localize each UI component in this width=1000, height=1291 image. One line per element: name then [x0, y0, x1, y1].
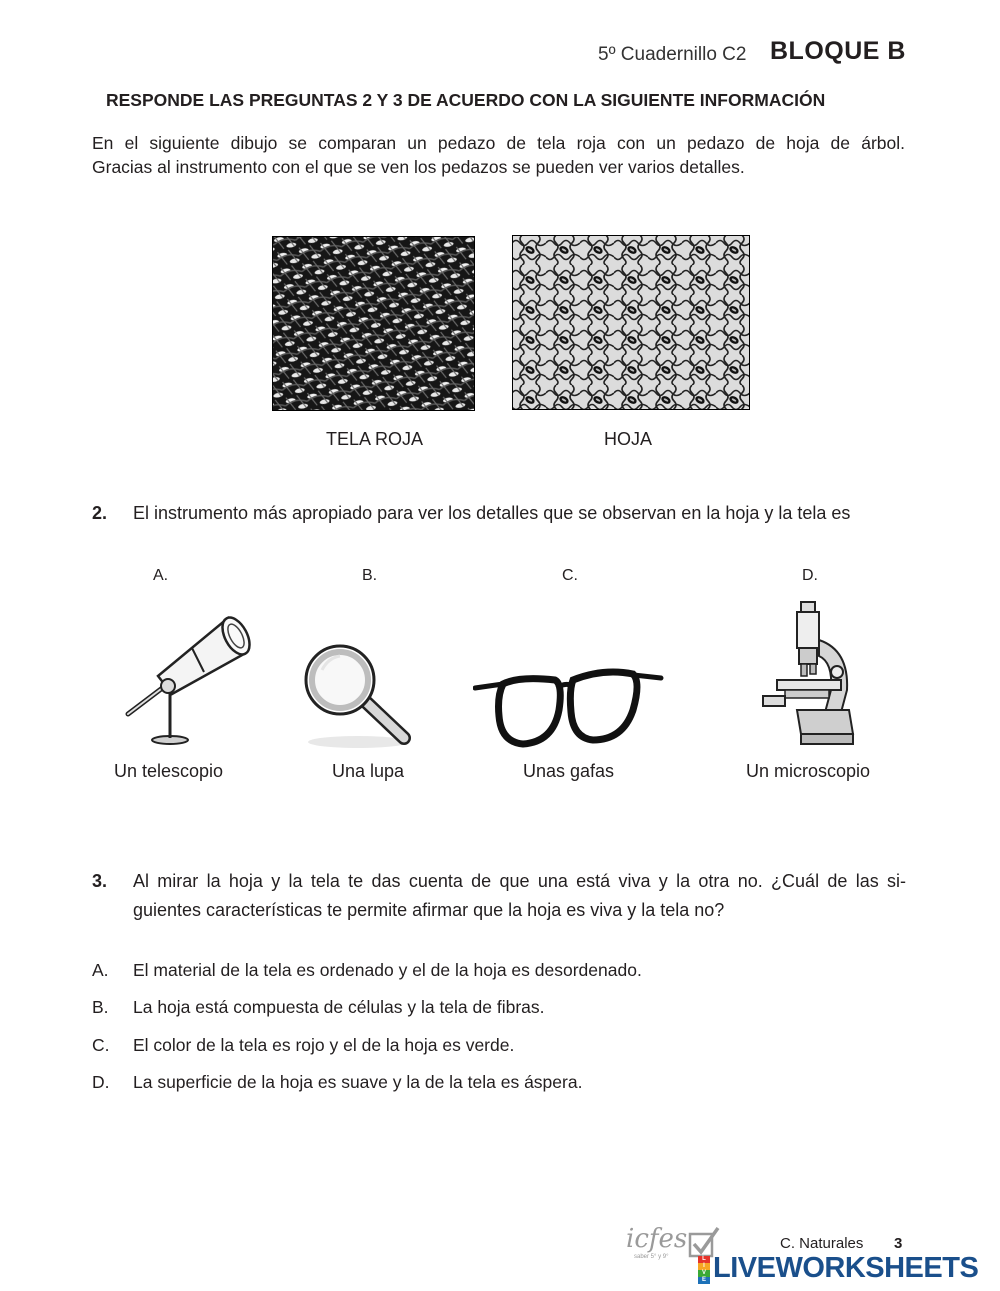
option-b-label[interactable]: Una lupa: [332, 761, 405, 781]
icfes-tagline: saber 5° y 9°: [634, 1254, 669, 1260]
block-title: BLOQUE B: [770, 37, 906, 65]
liveworksheets-watermark[interactable]: LIVEWORKSHEETS: [713, 1252, 979, 1284]
microscope-icon[interactable]: [757, 600, 857, 750]
badge-letter-v: V: [698, 1270, 710, 1277]
badge-letter-i: I: [698, 1263, 710, 1270]
option-c-label[interactable]: Unas gafas: [523, 761, 615, 781]
fabric-image: [272, 236, 475, 411]
answer-a-letter[interactable]: A.: [92, 960, 109, 980]
badge-letter-e: E: [698, 1277, 710, 1284]
magnifier-icon[interactable]: [300, 640, 418, 750]
question-2-number: 2.: [92, 503, 108, 523]
page-number: 3: [894, 1235, 903, 1252]
answer-d-letter[interactable]: D.: [92, 1072, 110, 1092]
answer-b-letter[interactable]: B.: [92, 997, 109, 1017]
fabric-caption: TELA ROJA: [326, 429, 424, 449]
intro-line-1: En el siguiente dibujo se comparan un pedazo de tela roja con un pedazo de hoja de árbol.: [92, 133, 905, 153]
question-3-line-1: Al mirar la hoja y la tela te das cuenta de que una está viva y la otra no. ¿Cuál de las si-: [133, 871, 906, 891]
badge-letter-l: L: [698, 1256, 710, 1263]
question-3-number: 3.: [92, 871, 108, 891]
liveworksheets-badge: [698, 1256, 710, 1284]
option-b-letter[interactable]: B.: [362, 567, 378, 584]
intro-line-2: Gracias al instrumento con el que se ven los pedazos se pueden ver varios detalles.: [92, 157, 745, 177]
answer-b-text[interactable]: La hoja está compuesta de células y la tela de fibras.: [133, 997, 545, 1017]
answer-c-text[interactable]: El color de la tela es rojo y el de la hoja es verde.: [133, 1035, 515, 1055]
option-c-letter[interactable]: C.: [562, 567, 578, 584]
answer-c-letter[interactable]: C.: [92, 1035, 110, 1055]
icfes-logo: [626, 1224, 726, 1274]
telescope-icon[interactable]: [120, 606, 260, 746]
leaf-cells-image: [512, 235, 750, 410]
question-3-line-2: guientes características te permite afirmar que la hoja es viva y la tela no?: [133, 900, 725, 920]
glasses-icon[interactable]: [473, 654, 665, 750]
answer-a-text[interactable]: El material de la tela es ordenado y el de la hoja es desordenado.: [133, 960, 642, 980]
answer-d-text[interactable]: La superficie de la hoja es suave y la de la tela es áspera.: [133, 1072, 583, 1092]
question-2-text: El instrumento más apropiado para ver los detalles que se observan en la hoja y la tela es: [133, 503, 851, 523]
option-a-letter[interactable]: A.: [153, 567, 169, 584]
option-a-label[interactable]: Un telescopio: [114, 761, 224, 781]
icfes-wordmark: icfes: [626, 1224, 688, 1254]
option-d-label[interactable]: Un microscopio: [746, 761, 871, 781]
booklet-subtitle: 5º Cuadernillo C2: [598, 44, 747, 65]
leaf-caption: HOJA: [604, 429, 653, 449]
option-d-letter[interactable]: D.: [802, 567, 818, 584]
footer-subject: C. Naturales: [780, 1235, 864, 1252]
instruction-heading: RESPONDE LAS PREGUNTAS 2 Y 3 DE ACUERDO CON LA SIGUIENTE INFORMACIÓN: [106, 90, 826, 110]
